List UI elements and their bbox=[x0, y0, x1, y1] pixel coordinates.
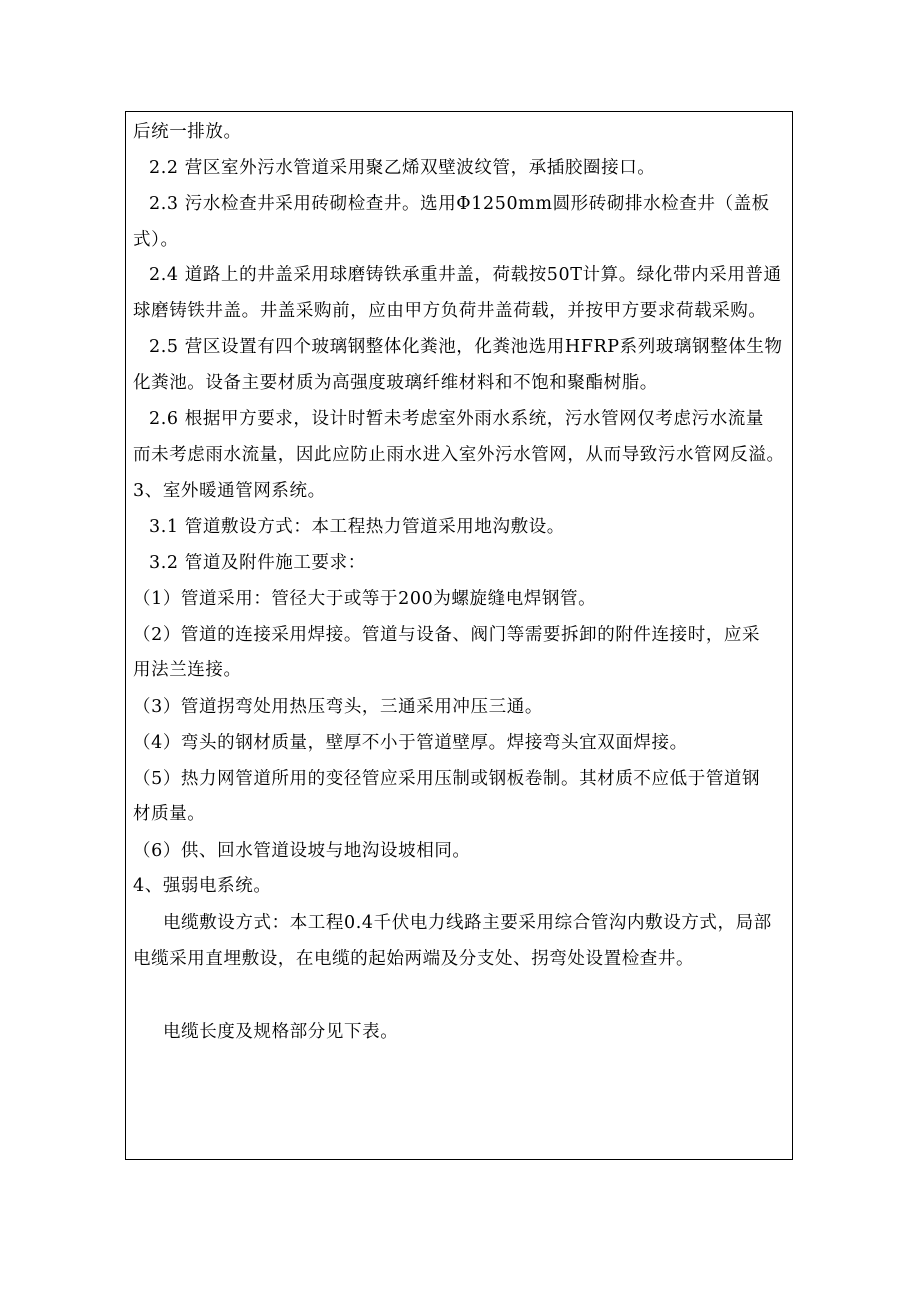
text-line: 材质量。 bbox=[133, 804, 206, 824]
text-line: 用法兰连接。 bbox=[133, 660, 242, 680]
text-line: （6）供、回水管道设坡与地沟设坡相同。 bbox=[133, 841, 471, 861]
text-line: 式）。 bbox=[133, 230, 179, 250]
text-line: （5）热力网管道所用的变径管应采用压制或钢板卷制。其材质不应低于管道钢 bbox=[133, 769, 761, 789]
text-line: （3）管道拐弯处用热压弯头，三通采用冲压三通。 bbox=[133, 697, 543, 717]
text-line: 2.3 污水检查井采用砖砌检查井。选用Φ1250mm圆形砖砌排水检查井（盖板 bbox=[149, 194, 770, 214]
text-line: 球磨铸铁井盖。井盖采购前，应由甲方负荷井盖荷载，并按甲方要求荷载采购。 bbox=[133, 301, 767, 321]
text-line: 电缆敷设方式：本工程0.4千伏电力线路主要采用综合管沟内敷设方式，局部 bbox=[163, 913, 772, 933]
text-line: （2）管道的连接采用焊接。管道与设备、阀门等需要拆卸的附件连接时，应采 bbox=[133, 625, 761, 645]
text-line: 电缆长度及规格部分见下表。 bbox=[163, 1022, 399, 1042]
text-line: 2.4 道路上的井盖采用球磨铸铁承重井盖，荷载按50T计算。绿化带内采用普通 bbox=[149, 265, 782, 285]
text-line: 电缆采用直埋敷设，在电缆的起始两端及分支处、拐弯处设置检查井。 bbox=[133, 949, 695, 969]
section-heading: 3、室外暖通管网系统。 bbox=[133, 481, 326, 501]
text-line: 3.1 管道敷设方式：本工程热力管道采用地沟敷设。 bbox=[149, 517, 565, 537]
text-line: （1）管道采用：管径大于或等于200为螺旋缝电焊钢管。 bbox=[133, 589, 597, 609]
text-line: 化粪池。设备主要材质为高强度玻璃纤维材料和不饱和聚酯树脂。 bbox=[133, 373, 658, 393]
text-line: 2.6 根据甲方要求，设计时暂未考虑室外雨水系统，污水管网仅考虑污水流量 bbox=[149, 409, 764, 429]
text-line: 2.5 营区设置有四个玻璃钢整体化粪池，化粪池选用HFRP系列玻璃钢整体生物 bbox=[149, 337, 783, 357]
text-line: （4）弯头的钢材质量，壁厚不小于管道壁厚。焊接弯头宜双面焊接。 bbox=[133, 733, 688, 753]
text-line: 后统一排放。 bbox=[133, 122, 242, 142]
text-line: 而未考虑雨水流量，因此应防止雨水进入室外污水管网，从而导致污水管网反溢。 bbox=[133, 445, 785, 465]
text-line: 2.2 营区室外污水管道采用聚乙烯双壁波纹管，承插胶圈接口。 bbox=[149, 158, 656, 178]
section-heading: 4、强弱电系统。 bbox=[133, 876, 272, 896]
text-line: 3.2 管道及附件施工要求： bbox=[149, 553, 366, 573]
